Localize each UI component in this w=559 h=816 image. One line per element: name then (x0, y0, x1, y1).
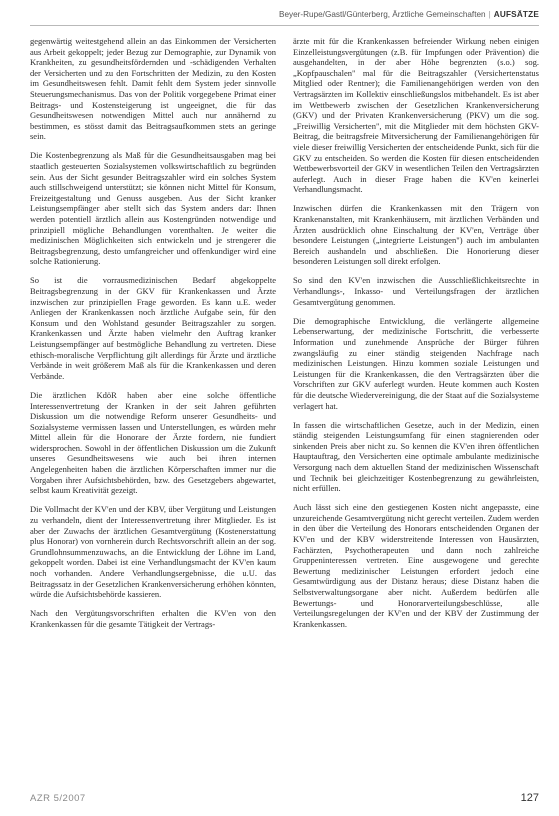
header-rule (30, 25, 539, 26)
paragraph: ärzte mit für die Krankenkassen befreiender Wirkung neben einigen Einzelleistungsvergütungen (z.B. für Impfungen oder Prävention) die ausgehandelten, in der aber Höhe begrenzten (s.o.) sog. „Kopfpauschalen" mal für die Beitragszahler (Versichertenstatus Mitglied oder Rentner); die Familienangehörigen werden von den Vertragsärzten im Kollektiv einschließungslos mitbehandelt. Es ist aber im Wettbewerb zwischen der Gesetzlichen Krankenversicherung (GKV) und der Privaten Krankenversicherung (PKV) um die sog. „Freiwillig Versicherten", mit die Mitglieder mit dem höchsten GKV-Beitrag, die beitragsfreie Mitversicherung der Familienangehörigen für viele dieser freiwillig Versicherten der entscheidende Punkt, sich für die GKV zu entscheiden. So werden die Kosten für diesen entscheidenden Wettbewerbsvorteil der GKV in wesentlichen Teilen den Vertragsärzten auferlegt. Auch in dieser Frage haben die KV'en keinerlei Verhandlungsmacht. (293, 36, 539, 195)
paragraph: So ist die vorrausmedizinischen Bedarf abgekoppelte Beitragsbegrenzung in der GKV für Krankenkassen und Ärzte inzwischen zur prinzipiellen Frage geworden. Es kann u.E. weder Anliegen der Krankenkassen noch ärztliche Aufgabe sein, für den Konsum und den Wohlstand gesunder Beitragszahler zu sorgen. Krankenkassen und Ärzte haben vielmehr den Auftrag kranker Leistungsempfänger auf bestmögliche Behandlung zu vertreten. Diese ethisch-moralische Verpflichtung gilt allerdings für Ärzte und ärztliche Verbände in weit größerem Maß als für die Krankenkassen und deren Verbände. (30, 275, 276, 381)
paragraph: Die Vollmacht der KV'en und der KBV, über Vergütung und Leistungen zu verhandeln, dient der Interessenvertretung ihrer Mitglieder. Es ist aber der Zuwachs der ärztlichen Gesamtvergütung (Kostenerstattung plus Honorar) von vornherein durch Rechtsvorschrift allein an der sog. Grundlohnsummenzuwachs, an die Entwicklung der Löhne im Land, gekoppelt worden. Dabei ist eine Verhandlungsmacht der KV'en kaum noch vorhanden. Andere Verhandlungsergebnisse, die u.U. das Beitragssatz in der Gesetzlichen Krankenversicherung erhöhen könnten, würde die Aufsichtsbehörde kassieren. (30, 504, 276, 600)
journal-name: AZR 5/2007 (30, 793, 86, 804)
paragraph: Nach den Vergütungsvorschriften erhalten die KV'en von den Krankenkassen für die gesamte Tätigkeit der Vertrags- (30, 608, 276, 629)
paragraph: In fassen die wirtschaftlichen Gesetze, auch in der Medizin, einen ständig steigenden Leistungsumfang für einen stagnierenden oder sinkenden Preis aber nicht zu. So kennen die KV'en ihren öffentlichen Hauptauftrag, den Versicherten eine optimale ambulante medizinische Versorgung nach dem aktuellen Stand der medizinischen Wissenschaft und Technik bei gleichzeitiger Kostenbegrenzung zu gewährleisten, nicht erfüllen. (293, 419, 539, 494)
right-column (293, 36, 539, 776)
paragraph: Die ärztlichen KdöR haben aber eine solche öffentliche Interessenvertretung der Kranken in der seit Jahren geführten Diskussion um die notwendige Reform unserer Gesundheits- und Sozialsysteme vermissen lassen und Unterstellungen, es würden mehr Mittel allein für die Honorare der Ärzte fordern, nie fundiert widersprochen. Sowohl in der öffentlichen Diskussion um die Zukunft unseres Gesundheitswesens wie auch bei ihren internen Angelegenheiten haben die ärztlichen Körperschaften immer nur die Vorgaben ihrer Aufsichtsbehörden, bzw. des Gesetzgebers abgewartet, selbst kaum Kreativität gezeigt. (30, 389, 276, 496)
paragraph: Auch lässt sich eine den gestiegenen Kosten nicht angepasste, eine unzureichende Gesamtvergütung nicht gerecht verteilen. Zudem werden in den über die Verteilung des Honorars entscheidenden Organen der KV'en und der KBV widerstreitende Interessen von Hausärzten, Fachärzten, Psychotherapeuten und dann noch zahlreiche Gruppeninteressen vertreten. Eine ausgewogene und gerechte Bewertung medizinischer Leistungen erfordert jedoch eine Gesamtwürdigung aus der Distanz heraus; diese Distanz haben die Selbstverwaltungsorgane aber nicht. Außerdem bedürfen alle Bewertungs- und Honorarverteilungsbeschlüsse, alle Verteilungsregelungen der KV'en und der KBV der Zustimmung der Krankenkassen. (293, 502, 539, 629)
paragraph: So sind den KV'en inzwischen die Ausschließlichkeitsrechte in Verhandlungs-, Inkasso- und Verteilungsfragen der ärztlichen Gesamtvergütung genommen. (293, 275, 539, 307)
page-footer (30, 792, 539, 804)
paragraph: Inzwischen dürfen die Krankenkassen mit den Trägern von Krankenanstalten, mit Krankenhäusern, mit ärztlichen Verbänden und Ärzten ausdrücklich ohne Einschaltung der KV'en, Verträge über besondere Leistungen („integrierte Leistungen") auch im ambulanten Bereich aushandeln und abschließen. Die Honorierung dieser besonderen Leistungen soll direkt erfolgen. (293, 203, 539, 267)
paragraph: Die Kostenbegrenzung als Maß für die Gesundheitsausgaben mag bei staatlich gesteuerten Sozialsystemen volkswirtschaftlich zu begründen sein. Aus der Sicht gesunder Beitragszahler wird ein solches System auch stillschweigend unterstützt; sie können nicht Mittel für Konsum, Freizeitgestaltung und Genuss ausgeben. Aus der Sicht kranker Leistungsempfänger aber stellt sich das System anders dar: Ihnen werden potentiell ärztlich allein aus Kostengründen notwendige und prinzipiell mögliche Behandlungen vorenthalten. Je weiter die medizinischen Möglichkeiten sich entwickeln und je strengerer die Beitragsbegrenzung, desto umfangreicher und offenkundiger wird eine solche Rationierung. (30, 150, 276, 267)
paragraph: gegenwärtig weitestgehend allein an das Einkommen der Versicherten aus Arbeit gekoppelt; jeder Bezug zur Demographie, zur Dynamik von Krankheiten, zu gesundheitsfördernden und -schädigenden Verhalten der Versicherten und zu den Fortschritten der Medizin, zu den Kosten im Gesundheitswesen fehlt. Damit fehlt dem System jeder sinnvolle Steuerungsmechanismus. Das von der Politik vorgegebene Primat einer Beitrags- und Kostensteigerung ist ungeeignet, die für das Gesundheitswesen notwendigen Mittel auch nur annähernd zu bestimmen, es stösst damit das Beitragsaufkommen stets an geringe sein. (30, 36, 276, 142)
paragraph: Die demographische Entwicklung, die verlängerte allgemeine Lebenserwartung, der medizinische Fortschritt, die verbesserte Information und zunehmende Ansprüche der Bürger führen zwangsläufig zu einer ständig steigenden Nachfrage nach medizinischen Leistungen. Hinzu kommen soziale Leistungen und Leistungen für die Krankenkassen, die den Vertragsärzten über die Vorschriften zur GKV auferlegt wurden. Heute kommen auch Kosten für die deutsche Wiedervereinigung, die der Staat auf die Sozialsysteme verlagert hat. (293, 315, 539, 411)
header-authors: Beyer-Rupe/Gastl/Günterberg, Ärztliche Gemeinschaften (278, 10, 486, 19)
header-separator: | (488, 10, 491, 19)
left-column (30, 36, 276, 776)
page-number: 127 (520, 792, 539, 804)
header-section: AUFSÄTZE (493, 10, 539, 19)
running-header (30, 10, 539, 19)
text-columns (30, 36, 539, 776)
